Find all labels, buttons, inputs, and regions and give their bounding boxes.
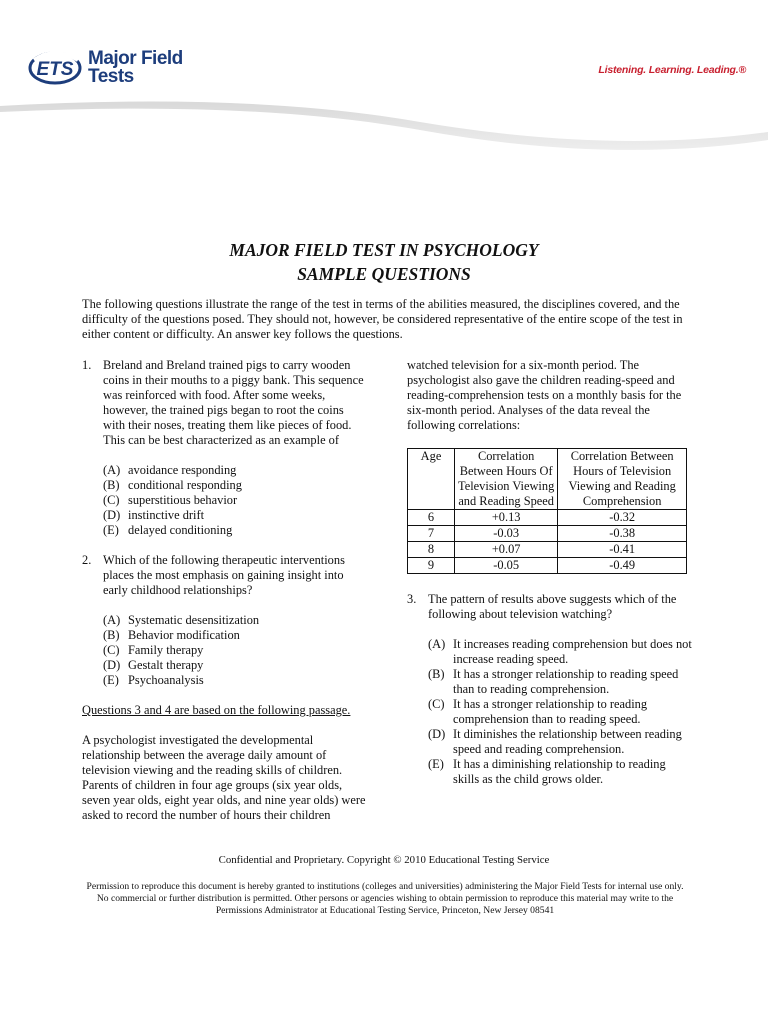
question-number: 2.: [82, 553, 92, 567]
logo-line-2: Tests: [88, 66, 134, 87]
option: [103, 643, 367, 658]
option-label: (D): [103, 508, 121, 522]
option-text: It increases reading comprehension but does not increase reading speed.: [453, 637, 692, 666]
column-header-age: Age: [408, 449, 455, 510]
question-text: Which of the following therapeutic interventions places the most emphasis on gaining insight into early childhood relationships?: [103, 553, 345, 597]
option-label: (B): [103, 478, 120, 492]
option-label: (D): [428, 727, 446, 741]
option: [103, 478, 367, 493]
permission-notice: Permission to reproduce this document is hereby granted to institutions (colleges and universities) administering the Major Field Tests for internal use only. No commercial or further distribution is permitted. Other persons or agencies wishing to obtain permission to reproduce this material may write to the Permissions Administrator at Educational Testing Service, Princeton, New Jersey 08541: [86, 881, 684, 916]
table-cell: 6: [408, 510, 455, 526]
column-header-speed: Correlation Between Hours Of Television Viewing and Reading Speed: [455, 449, 558, 510]
table-cell: -0.32: [558, 510, 687, 526]
right-column: [407, 358, 692, 787]
question-1: [82, 358, 367, 448]
option-text: It diminishes the relationship between reading speed and reading comprehension.: [453, 727, 682, 756]
option-text: avoidance responding: [128, 463, 237, 477]
table-cell: 7: [408, 526, 455, 542]
option-text: It has a stronger relationship to reading speed than to reading comprehension.: [453, 667, 679, 696]
option-label: (B): [103, 628, 120, 642]
table-cell: -0.05: [455, 558, 558, 574]
option-text: Behavior modification: [128, 628, 240, 642]
table-cell: -0.49: [558, 558, 687, 574]
table-cell: 8: [408, 542, 455, 558]
option: [103, 673, 367, 688]
tagline: Listening. Learning. Leading.®: [598, 64, 746, 76]
table-header-row: [408, 449, 687, 510]
option-text: Psychoanalysis: [128, 673, 204, 687]
option: [103, 508, 367, 523]
option-text: It has a diminishing relationship to reading skills as the child grows older.: [453, 757, 666, 786]
question-text: The pattern of results above suggests which of the following about television watching?: [428, 592, 677, 621]
table-row: [408, 558, 687, 574]
question-1-options: [103, 463, 367, 538]
table-cell: -0.41: [558, 542, 687, 558]
question-2: [82, 553, 367, 598]
passage-text-left: A psychologist investigated the developmental relationship between the average daily amount of television viewing and the reading skills of children. Parents of children in four age groups (six year olds, seven year olds, eight year olds, and nine year olds) were asked to record the number of hours their children: [82, 733, 366, 822]
question-number: 3.: [407, 592, 417, 606]
question-text: Breland and Breland trained pigs to carry wooden coins in their mouths to a piggy bank. This sequence was reinforced with food. After some weeks, however, the trained pigs began to root the coins with their noses, treating them like pieces of food. This can be best characterized as an example of: [103, 358, 364, 447]
table-cell: -0.38: [558, 526, 687, 542]
option: [103, 658, 367, 673]
logo-line-1: Major Field: [88, 48, 183, 69]
table-cell: +0.07: [455, 542, 558, 558]
option: [428, 757, 692, 787]
option-text: Family therapy: [128, 643, 204, 657]
option: [103, 613, 367, 628]
passage-text-right: watched television for a six-month period. The psychologist also gave the children reading-speed and reading-comprehension tests on a monthly basis for the six-month period. Analyses of the data reveal the following correlations:: [407, 358, 682, 432]
option-label: (A): [103, 613, 121, 627]
option-label: (C): [428, 697, 445, 711]
option-text: delayed conditioning: [128, 523, 233, 537]
option-text: instinctive drift: [128, 508, 205, 522]
option-label: (E): [103, 673, 119, 687]
question-number: 1.: [82, 358, 92, 372]
option: [103, 493, 367, 508]
option: [428, 637, 692, 667]
left-column: [82, 358, 367, 823]
option-text: Systematic desensitization: [128, 613, 260, 627]
option: [103, 523, 367, 538]
document-title: [0, 238, 768, 286]
passage-heading: Questions 3 and 4 are based on the following passage.: [82, 703, 351, 717]
option-label: (E): [103, 523, 119, 537]
column-header-comprehension: Correlation Between Hours of Television Viewing and Reading Comprehension: [558, 449, 687, 510]
option-label: (A): [103, 463, 121, 477]
question-3-options: [428, 637, 692, 787]
intro-paragraph: The following questions illustrate the range of the test in terms of the abilities measured, the disciplines covered, and the difficulty of the questions posed. They should not, however, be considered representative of the entire scope of the test in either content or difficulty. An answer key follows the questions.: [82, 297, 683, 341]
option-text: superstitious behavior: [128, 493, 238, 507]
option-text: It has a stronger relationship to reading comprehension than to reading speed.: [453, 697, 648, 726]
correlation-table: [407, 448, 687, 574]
table-cell: 9: [408, 558, 455, 574]
option: [428, 667, 692, 697]
title-line-1: MAJOR FIELD TEST IN PSYCHOLOGY: [229, 240, 539, 260]
table-row: [408, 510, 687, 526]
option-label: (B): [428, 667, 445, 681]
option: [103, 463, 367, 478]
table-row: [408, 542, 687, 558]
option-text: Gestalt therapy: [128, 658, 204, 672]
question-3: [407, 592, 692, 622]
header-swoosh-graphic: [0, 92, 768, 192]
table-cell: +0.13: [455, 510, 558, 526]
title-line-2: SAMPLE QUESTIONS: [297, 264, 471, 284]
table-cell: -0.03: [455, 526, 558, 542]
logo-wordmark: [88, 50, 183, 86]
page-header: [0, 0, 768, 190]
logo-mark-text: ETS: [36, 59, 74, 80]
option-label: (E): [428, 757, 444, 771]
copyright-notice: Confidential and Proprietary. Copyright © 2010 Educational Testing Service: [218, 854, 550, 866]
option-label: (C): [103, 493, 120, 507]
option-label: (A): [428, 637, 446, 651]
option: [428, 727, 692, 757]
table-row: [408, 526, 687, 542]
option: [103, 628, 367, 643]
option: [428, 697, 692, 727]
option-label: (D): [103, 658, 121, 672]
question-2-options: [103, 613, 367, 688]
option-text: conditional responding: [128, 478, 242, 492]
option-label: (C): [103, 643, 120, 657]
ets-logo: [28, 48, 183, 88]
ets-mark-icon: [28, 48, 84, 88]
